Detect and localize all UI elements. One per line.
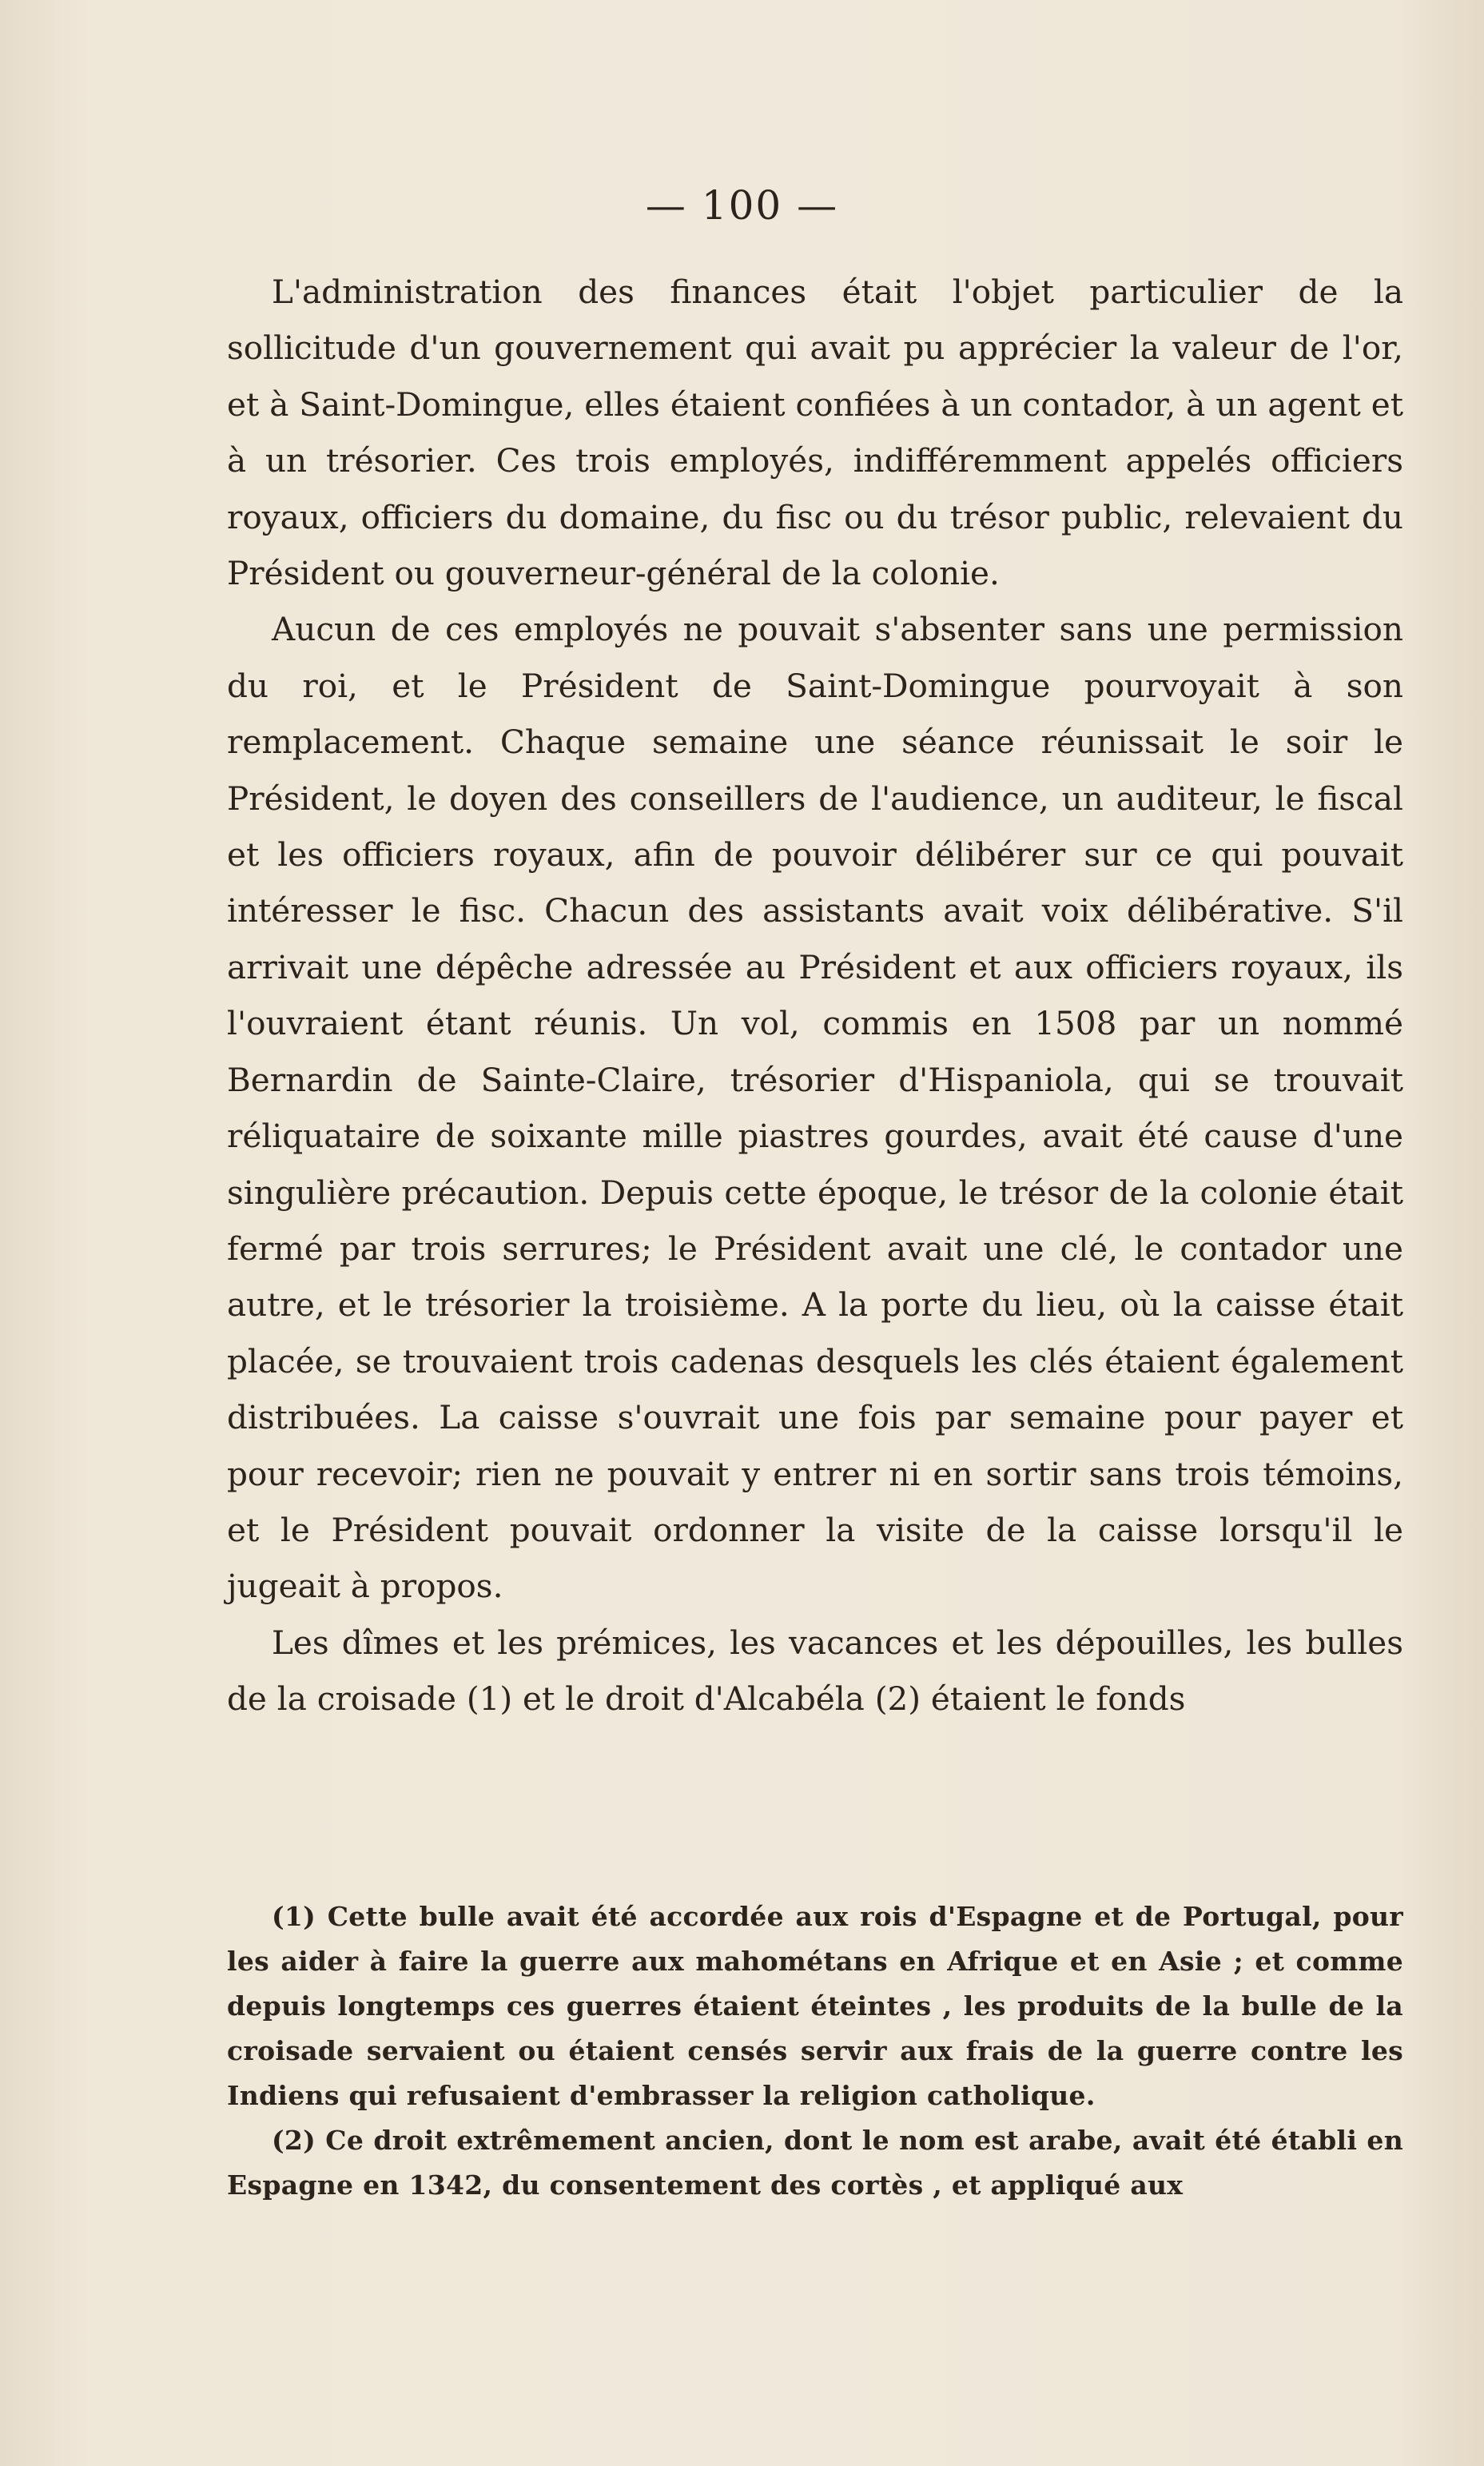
paragraph-3: Les dîmes et les prémices, les vacances et les dépouilles, les bulles de la croisade (1) et le droit d'Alcabéla (2) étaient le fonds bbox=[227, 1623, 1403, 1719]
footnote-1: (1) Cette bulle avait été accordée aux rois d'Espagne et de Portugal, pour les aider à faire la guerre aux mahométans en Afrique et en Asie ; et comme depuis longtemps ces guerres étaient éteintes , les produits de la bulle de la croisade servaient ou étaient censés servir aux frais de la guerre contre les Indiens qui refusaient d'embrasser la religion catholique. bbox=[227, 1901, 1403, 2111]
footnote-2: (2) Ce droit extrêmement ancien, dont le nom est arabe, avait été établi en Espagne en 1342, du consentement des cortès , et appliqué aux bbox=[227, 2125, 1403, 2201]
main-text bbox=[227, 264, 1403, 1727]
paragraph-1: L'administration des finances était l'objet particulier de la sollicitude d'un gouvernement qui avait pu apprécier la valeur de l'or, et à Saint-Domingue, elles étaient confiées à un contador, à un agent et à un trésorier. Ces trois employés, indifféremment appelés officiers royaux, officiers du domaine, du fisc ou du trésor public, relevaient du Président ou gouverneur-général de la colonie. bbox=[227, 273, 1403, 593]
footnotes bbox=[227, 1894, 1403, 2208]
page-number: — 100 — bbox=[645, 182, 839, 229]
paragraph-2: Aucun de ces employés ne pouvait s'absenter sans une permission du roi, et le Président de Saint-Domingue pourvoyait à son remplacement. Chaque semaine une séance réunissait le soir le Président, le doyen des conseillers de l'audience, un auditeur, le fiscal et les officiers royaux, afin de pouvoir délibérer sur ce qui pouvait intéresser le fisc. Chacun des assistants avait voix délibérative. S'il arrivait une dépêche adressée au Président et aux officiers royaux, ils l'ouvraient étant réunis. Un vol, commis en 1508 par un nommé Bernardin de Sainte-Claire, trésorier d'Hispaniola, qui se trouvait réliquataire de soixante mille piastres gourdes, avait été cause d'une singulière précaution. Depuis cette époque, le trésor de la colonie était fermé par trois serrures; le Président avait une clé, le contador une autre, et le trésorier la troisième. A la porte du lieu, où la caisse était placée, se trouvaient trois cadenas desquels les clés étaient également distribuées. La caisse s'ouvrait une fois par semaine pour payer et pour recevoir; rien ne pouvait y entrer ni en sortir sans trois témoins, et le Président pouvait ordonner la visite de la caisse lorsqu'il le jugeait à propos. bbox=[227, 610, 1403, 1606]
